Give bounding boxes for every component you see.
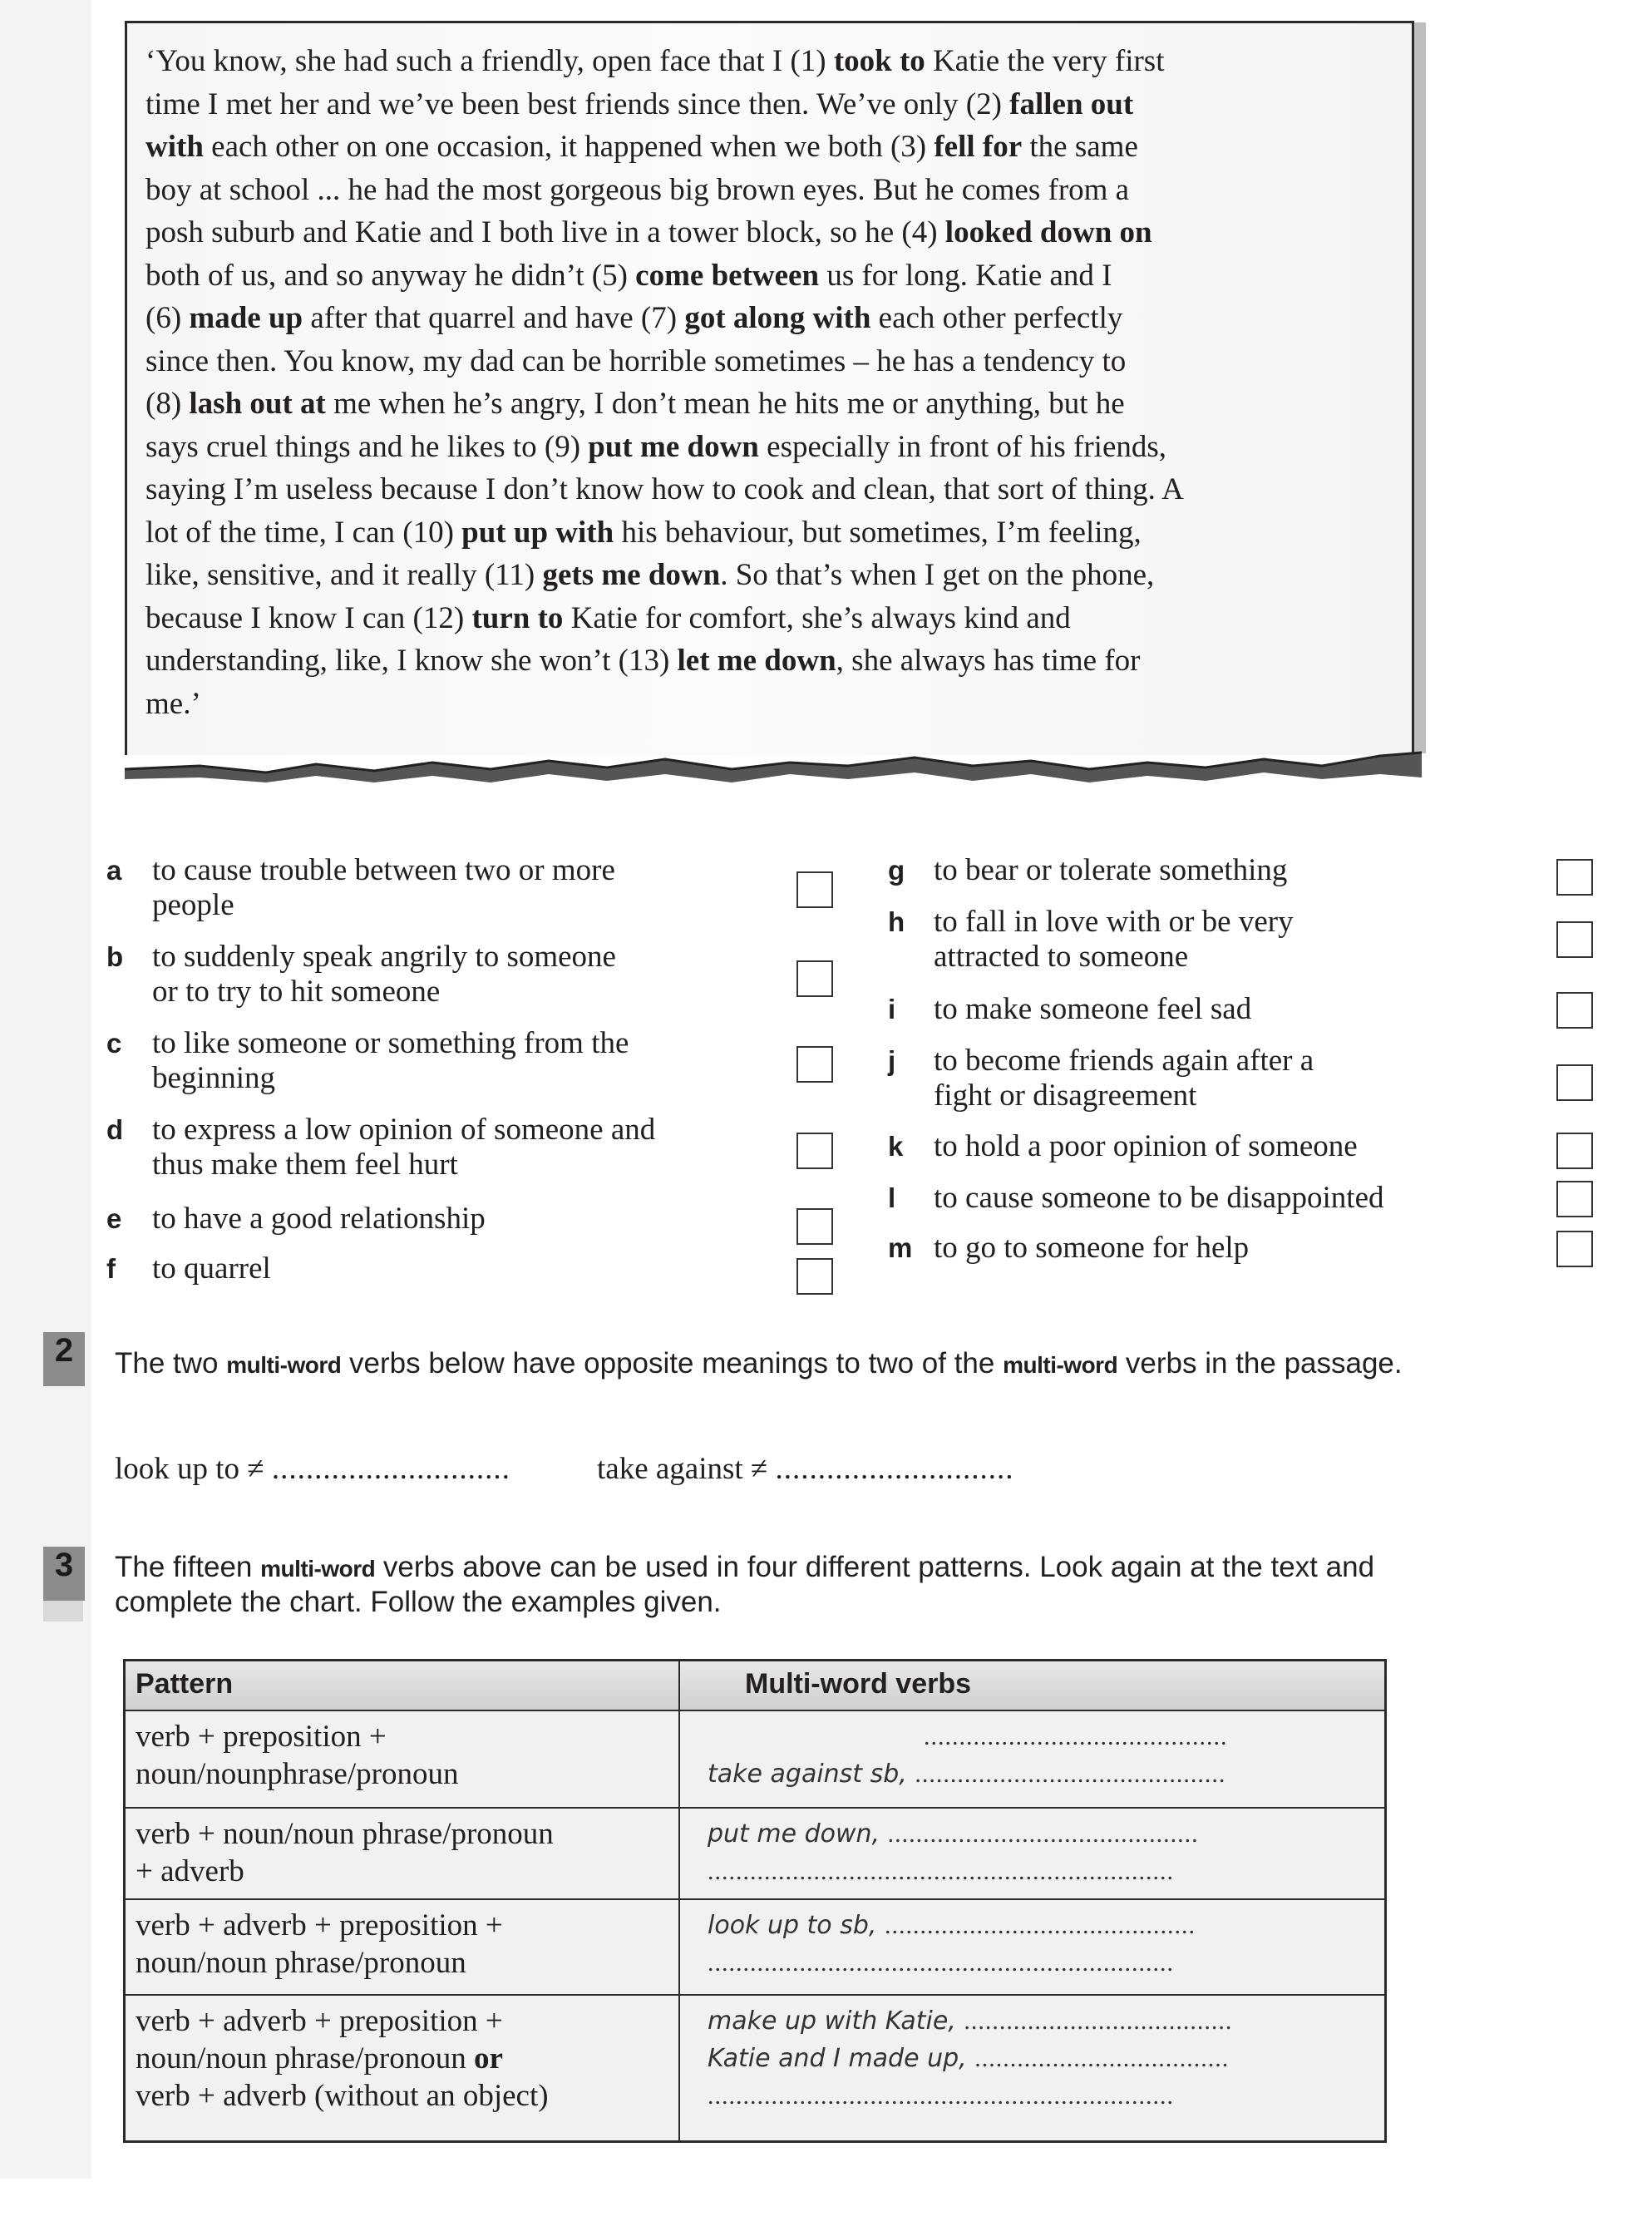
pattern-or: or xyxy=(473,2041,503,2076)
verbs-cell xyxy=(708,2002,1381,2115)
verbs-line[interactable] xyxy=(708,1907,1381,1944)
phrasal-verb: made up xyxy=(189,301,303,335)
opposite-item-1 xyxy=(115,1451,510,1487)
answer-blank[interactable]: .................................... xyxy=(974,2045,1230,2072)
ex3-text-c: verbs above can be used in four different patterns. Look again at the text and xyxy=(375,1551,1375,1583)
answer-blank[interactable]: .................................................................. xyxy=(708,1949,1174,1977)
passage-segment: his behaviour, but sometimes, I’m feeling, xyxy=(614,515,1142,550)
phrasal-verb: got along with xyxy=(684,301,871,335)
passage-segment: like, sensitive, and it really (11) xyxy=(145,558,543,592)
passage-line xyxy=(145,83,1393,126)
passage-text xyxy=(145,40,1393,725)
phrasal-verb: with xyxy=(145,130,204,164)
definition-line-1: to go to someone for help xyxy=(934,1231,1250,1265)
example-verb: Katie and I made up, xyxy=(708,2044,967,2073)
definition-line-2: people xyxy=(152,888,234,922)
pattern-line xyxy=(136,1755,668,1793)
passage-segment: the same xyxy=(1022,130,1138,164)
passage-segment: after that quarrel and have (7) xyxy=(303,301,685,335)
ex2-text-b: multi-word xyxy=(226,1352,342,1378)
opposite-item-1-blank[interactable]: ............................ xyxy=(271,1452,510,1486)
passage-line xyxy=(145,511,1393,555)
passage-segment: both of us, and so anyway he didn’t (5) xyxy=(145,258,636,293)
passage-segment: says cruel things and he likes to (9) xyxy=(145,429,589,464)
pattern-line xyxy=(136,1907,668,1944)
passage-segment: me when he’s angry, I don’t mean he hits me or anything, but he xyxy=(325,387,1125,421)
ex3-text-a: The fifteen xyxy=(115,1551,261,1583)
pattern-line xyxy=(136,2040,668,2077)
passage-line xyxy=(145,297,1393,340)
definition-line-1: to cause trouble between two or more xyxy=(152,853,615,887)
verbs-cell xyxy=(708,1907,1381,1982)
answer-box-f[interactable] xyxy=(796,1258,833,1295)
definition-line-1: to quarrel xyxy=(152,1251,271,1286)
ex2-text-d: multi-word xyxy=(1003,1352,1118,1378)
passage-segment: , she always has time for xyxy=(836,644,1141,678)
definition-text xyxy=(152,1202,486,1236)
answer-box-d[interactable] xyxy=(796,1133,833,1169)
passage-segment: ‘You know, she had such a friendly, open face that I (1) xyxy=(145,44,834,78)
passage-segment: each other on one occasion, it happened when we both (3) xyxy=(203,130,934,164)
definition-text xyxy=(934,992,1251,1027)
col-header-pattern: Pattern xyxy=(136,1668,234,1700)
pattern-line xyxy=(136,1944,668,1982)
pattern-line xyxy=(136,2002,668,2040)
pattern-text: noun/noun phrase/pronoun xyxy=(136,2041,474,2076)
answer-box-k[interactable] xyxy=(1556,1133,1593,1169)
definition-line-1: to have a good relationship xyxy=(152,1202,486,1236)
passage-line xyxy=(145,340,1393,383)
passage-line xyxy=(145,126,1393,169)
definition-text xyxy=(934,905,1294,975)
ex2-text-e: verbs in the passage. xyxy=(1117,1347,1403,1380)
chart-header xyxy=(126,1661,1384,1711)
passage-segment: lot of the time, I can (10) xyxy=(145,515,462,550)
passage-line xyxy=(145,639,1393,683)
pattern-line xyxy=(136,2077,668,2115)
passage-segment: me.’ xyxy=(145,686,201,721)
definition-line-2: or to try to hit someone xyxy=(152,975,441,1009)
verbs-line[interactable] xyxy=(708,2040,1381,2077)
pattern-line xyxy=(136,1718,668,1755)
example-verb: take against sb, xyxy=(708,1760,907,1789)
col-header-verbs: Multi-word verbs xyxy=(745,1668,972,1700)
verbs-line[interactable] xyxy=(708,1815,1381,1853)
exercise-3-instruction xyxy=(115,1551,1374,1619)
passage-line xyxy=(145,383,1393,426)
chart-row-divider xyxy=(126,1807,1384,1809)
definition-text xyxy=(934,1129,1358,1164)
definition-line-1: to bear or tolerate something xyxy=(934,853,1288,887)
ex2-text-a: The two xyxy=(115,1347,227,1380)
passage-line xyxy=(145,468,1393,511)
pattern-cell xyxy=(136,1815,668,1890)
definition-text xyxy=(934,1181,1384,1216)
verbs-line[interactable] xyxy=(708,2002,1381,2040)
answer-blank[interactable]: .................................................................. xyxy=(708,2082,1174,2110)
verbs-line[interactable] xyxy=(708,1853,1381,1890)
passage-line xyxy=(145,597,1393,640)
phrasal-verb: gets me down xyxy=(542,558,721,592)
opposite-item-2-blank[interactable]: ............................ xyxy=(775,1452,1014,1486)
definition-letter: i xyxy=(888,994,896,1024)
definition-line-1: to cause someone to be disappointed xyxy=(934,1181,1384,1215)
pattern-text: verb + preposition + xyxy=(136,1720,387,1754)
passage-segment: saying I’m useless because I don’t know how to cook and clean, that sort of thing. A xyxy=(145,472,1184,506)
passage-line xyxy=(145,211,1393,254)
verbs-line[interactable] xyxy=(708,1944,1381,1982)
definition-letter: a xyxy=(106,855,122,886)
answer-blank[interactable]: ............................................ xyxy=(887,1820,1199,1848)
passage-segment: each other perfectly xyxy=(870,301,1123,335)
definition-letter: f xyxy=(106,1253,116,1284)
passage-segment: understanding, like, I know she won’t (13) xyxy=(145,644,678,678)
definition-letter: c xyxy=(106,1028,122,1059)
phrasal-verb: fell for xyxy=(934,130,1023,164)
definition-line-2: attracted to someone xyxy=(934,940,1189,974)
answer-box-g[interactable] xyxy=(1556,859,1593,896)
definition-line-1: to make someone feel sad xyxy=(934,992,1252,1026)
pattern-cell xyxy=(136,1907,668,1982)
passage-segment: (8) xyxy=(145,387,190,421)
definition-letter: d xyxy=(106,1114,124,1145)
passage-segment: especially in front of his friends, xyxy=(758,429,1167,464)
opposite-item-1-label: look up to ≠ xyxy=(115,1452,264,1486)
phrasal-verb: lash out at xyxy=(189,387,326,421)
answer-box-e[interactable] xyxy=(796,1208,833,1245)
pattern-line xyxy=(136,1815,668,1853)
answer-box-b[interactable] xyxy=(796,960,833,997)
definition-line-2: beginning xyxy=(152,1061,275,1095)
definition-letter: l xyxy=(888,1182,896,1213)
passage-line xyxy=(145,554,1393,597)
definition-text xyxy=(152,853,615,923)
example-verb: put me down, xyxy=(708,1819,880,1849)
passage-line xyxy=(145,683,1393,726)
pattern-text: + adverb xyxy=(136,1854,244,1888)
passage-segment: boy at school ... he had the most gorgeous big brown eyes. But he comes from a xyxy=(145,172,1130,207)
example-verb: make up with Katie, xyxy=(708,2006,956,2036)
definition-line-1: to become friends again after a xyxy=(934,1044,1314,1078)
pattern-text: verb + adverb (without an object) xyxy=(136,2079,549,2113)
answer-box-m[interactable] xyxy=(1556,1231,1593,1267)
verb-pattern-chart xyxy=(123,1659,1387,2143)
verbs-cell xyxy=(708,1815,1381,1890)
example-verb: look up to sb, xyxy=(708,1911,877,1940)
answer-blank[interactable]: ...................................... xyxy=(964,2007,1233,2035)
answer-box-a[interactable] xyxy=(796,871,833,908)
chart-row-divider xyxy=(126,1994,1384,1996)
passage-segment: (6) xyxy=(145,301,190,335)
phrasal-verb: put me down xyxy=(588,429,759,464)
pattern-line xyxy=(136,1853,668,1890)
answer-box-l[interactable] xyxy=(1556,1181,1593,1217)
answer-blank[interactable]: ............................................ xyxy=(884,1912,1196,1939)
passage-segment: time I met her and we’ve been best friends since then. We’ve only (2) xyxy=(145,86,1010,121)
pattern-text: verb + adverb + preposition + xyxy=(136,2004,503,2038)
torn-paper-edge xyxy=(100,744,1430,790)
definition-text xyxy=(152,1026,629,1096)
phrasal-verb: come between xyxy=(635,258,820,293)
answer-box-i[interactable] xyxy=(1556,992,1593,1029)
passage-line xyxy=(145,254,1393,298)
ex3-text-b: multi-word xyxy=(260,1556,376,1582)
definition-letter: e xyxy=(106,1203,122,1234)
ex3-text-line2: complete the chart. Follow the examples given. xyxy=(115,1586,722,1618)
opposite-item-2 xyxy=(597,1451,1013,1487)
definition-letter: g xyxy=(888,855,905,886)
definition-line-1: to hold a poor opinion of someone xyxy=(934,1129,1358,1163)
margin-shade xyxy=(0,0,91,2179)
pattern-text: noun/noun phrase/pronoun xyxy=(136,1946,466,1980)
passage-segment: Katie the very first xyxy=(925,44,1165,78)
definition-letter: b xyxy=(106,941,124,972)
phrasal-verb: turn to xyxy=(471,600,564,635)
pattern-text: verb + noun/noun phrase/pronoun xyxy=(136,1817,554,1851)
verbs-line[interactable] xyxy=(708,2077,1381,2115)
verbs-line[interactable] xyxy=(708,1718,1381,1755)
exercise-2-number: 2 xyxy=(43,1332,85,1386)
answer-box-c[interactable] xyxy=(796,1046,833,1083)
definition-letter: m xyxy=(888,1232,913,1263)
passage-line xyxy=(145,426,1393,469)
phrasal-verb: looked down on xyxy=(944,215,1152,249)
definition-line-1: to fall in love with or be very xyxy=(934,905,1294,939)
passage-segment: Katie for comfort, she’s always kind and xyxy=(563,600,1071,635)
chart-row-divider xyxy=(126,1898,1384,1900)
exercise-3-number: 3 xyxy=(43,1547,85,1601)
definition-text xyxy=(152,1113,655,1182)
passage-line xyxy=(145,40,1393,83)
chart-divider xyxy=(678,1661,680,2140)
passage-segment: since then. You know, my dad can be horrible sometimes – he has a tendency to xyxy=(145,343,1127,378)
answer-blank[interactable]: ........................................... xyxy=(924,1723,1228,1750)
definition-letter: h xyxy=(888,906,905,937)
phrasal-verb: let me down xyxy=(677,644,836,678)
phrasal-verb: fallen out xyxy=(1009,86,1134,121)
exercise-2-instruction xyxy=(115,1347,1403,1382)
definition-text xyxy=(152,1251,271,1286)
definition-text xyxy=(934,1044,1314,1113)
answer-blank[interactable]: ............................................ xyxy=(915,1760,1226,1788)
definition-text xyxy=(934,853,1287,888)
passage-segment: posh suburb and Katie and I both live in a tower block, so he (4) xyxy=(145,215,945,249)
definition-line-1: to express a low opinion of someone and xyxy=(152,1113,656,1147)
phrasal-verb: took to xyxy=(833,44,925,78)
passage-segment: because I know I can (12) xyxy=(145,600,472,635)
ex2-text-c: verbs below have opposite meanings to two of the xyxy=(341,1347,1004,1380)
definition-text xyxy=(152,940,616,1009)
answer-box-h[interactable] xyxy=(1556,921,1593,958)
pattern-cell xyxy=(136,1718,668,1793)
answer-blank[interactable]: .................................................................. xyxy=(708,1858,1174,1885)
verbs-line[interactable] xyxy=(708,1755,1381,1793)
verbs-cell xyxy=(708,1718,1381,1793)
passage-segment: . So that’s when I get on the phone, xyxy=(720,558,1155,592)
pattern-text: noun/nounphrase/pronoun xyxy=(136,1757,459,1791)
answer-box-j[interactable] xyxy=(1556,1064,1593,1101)
definition-line-2: thus make them feel hurt xyxy=(152,1148,458,1182)
definition-text xyxy=(934,1231,1249,1266)
definition-line-1: to suddenly speak angrily to someone xyxy=(152,940,616,974)
definition-line-1: to like someone or something from the xyxy=(152,1026,629,1060)
definition-line-2: fight or disagreement xyxy=(934,1079,1197,1113)
phrasal-verb: put up with xyxy=(461,515,614,550)
definition-letter: k xyxy=(888,1131,904,1162)
opposite-item-2-label: take against ≠ xyxy=(597,1452,768,1486)
definition-letter: j xyxy=(888,1045,896,1076)
passage-segment: us for long. Katie and I xyxy=(819,258,1112,293)
passage-line xyxy=(145,169,1393,212)
pattern-cell xyxy=(136,2002,668,2115)
pattern-text: verb + adverb + preposition + xyxy=(136,1908,503,1942)
